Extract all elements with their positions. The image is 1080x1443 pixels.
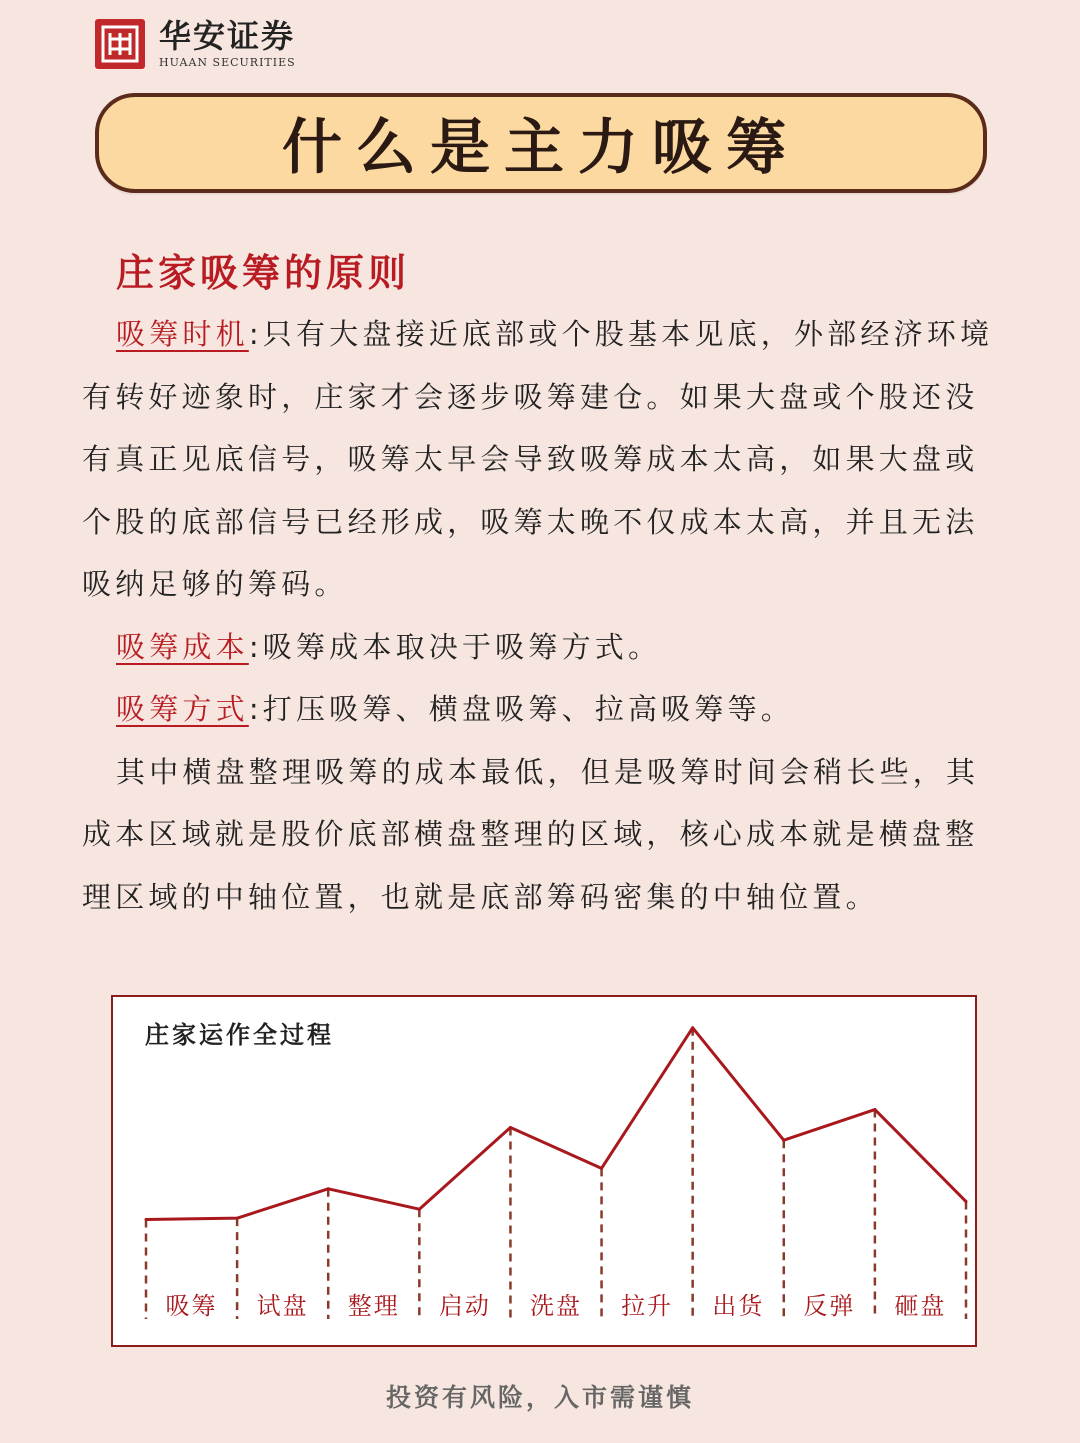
section-title: 庄家吸筹的原则 xyxy=(116,251,411,295)
process-point-8 xyxy=(873,1108,876,1111)
process-point-3 xyxy=(418,1208,421,1211)
huaan-seal-logo-icon xyxy=(95,19,145,69)
page-title: 什么是主力吸筹 xyxy=(282,113,800,183)
chart-title: 庄家运作全过程 xyxy=(145,1021,334,1049)
paragraph-timing xyxy=(82,303,1007,616)
brand-name-en: HUAAN SECURITIES xyxy=(159,56,296,69)
paragraph-timing-text: :只有大盘接近底部或个股基本见底，外部经济环境有转好迹象时，庄家才会逐步吸筹建仓。如果大盘或个股还没有真正见底信号，吸筹太早会导致吸筹成本太高，如果大盘或个股的底部信号已经形成，吸筹太晚不仅成本太高，并且无法吸纳足够的筹码。 xyxy=(82,317,994,601)
process-point-5 xyxy=(600,1167,603,1170)
process-point-2 xyxy=(327,1187,330,1190)
brand-name-cn: 华安证券 xyxy=(159,17,296,55)
stage-label-8: 砸盘 xyxy=(894,1292,947,1320)
stage-label-2: 整理 xyxy=(347,1292,400,1320)
process-point-6 xyxy=(691,1026,694,1029)
stage-label-4: 洗盘 xyxy=(530,1292,582,1320)
process-point-4 xyxy=(509,1126,512,1129)
stage-label-6: 出货 xyxy=(712,1292,765,1320)
process-line xyxy=(146,1028,966,1220)
stage-label-0: 吸筹 xyxy=(165,1292,218,1320)
stage-label-3: 启动 xyxy=(438,1292,491,1320)
stage-label-7: 反弹 xyxy=(803,1292,856,1320)
paragraph-method-text: :打压吸筹、横盘吸筹、拉高吸筹等。 xyxy=(248,692,794,726)
process-point-0 xyxy=(145,1218,148,1221)
keyword-cost: 吸筹成本 xyxy=(116,629,249,664)
stage-label-1: 试盘 xyxy=(256,1292,309,1320)
process-point-9 xyxy=(965,1200,968,1203)
process-point-7 xyxy=(782,1139,785,1142)
keyword-method: 吸筹方式 xyxy=(116,692,249,726)
stage-label-5: 拉升 xyxy=(621,1292,674,1320)
paragraph-cost-text: :吸筹成本取决于吸筹方式。 xyxy=(248,629,662,664)
process-chart xyxy=(111,995,977,1347)
paragraph-summary: 其中横盘整理吸筹的成本最低，但是吸筹时间会稍长些，其成本区域就是股价底部横盘整理的区域，核心成本就是横盘整理区域的中轴位置，也就是底部筹码密集的中轴位置。 xyxy=(82,754,980,914)
article-body xyxy=(82,303,1007,928)
keyword-timing: 吸筹时机 xyxy=(116,317,249,351)
process-point-1 xyxy=(236,1217,239,1220)
brand-logo xyxy=(95,18,296,69)
paragraph-method xyxy=(82,678,1007,741)
risk-disclaimer: 投资有风险，入市需谨慎 xyxy=(385,1383,694,1412)
paragraph-cost xyxy=(82,616,1007,679)
title-banner xyxy=(95,93,987,193)
